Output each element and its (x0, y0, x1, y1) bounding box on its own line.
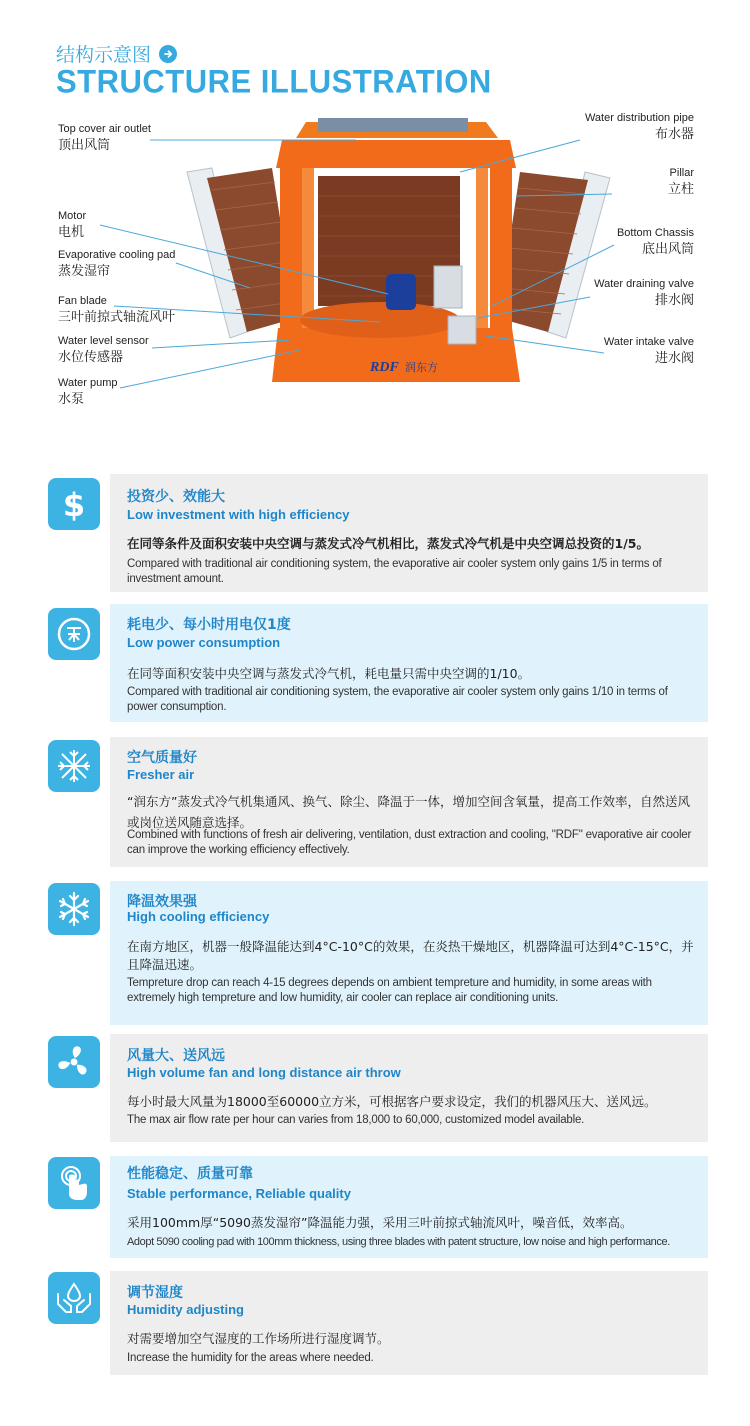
feature-desc-cn: 在南方地区，机器一般降温能达到4°C-10°C的效果，在炎热干燥地区，机器降温可达到4°C-15°C，并且降温迅速。 (127, 939, 694, 973)
dollar-icon (48, 478, 100, 530)
brand-logo-text: RDF (370, 360, 399, 375)
feature-investment (48, 474, 708, 592)
page-title-en: STRUCTURE ILLUSTRATION (56, 63, 492, 100)
feature-title-cn: 空气质量好 (127, 750, 197, 766)
feature-title-en: Fresher air (127, 767, 195, 782)
feature-title-en: Low investment with high efficiency (127, 507, 350, 522)
feature-desc-cn: 采用100mm厚“5090蒸发湿帘”降温能力强，采用三叶前掠式轴流风叶，噪音低，效率高。 (127, 1215, 633, 1230)
snowflake-icon (48, 883, 100, 935)
fresh-air-icon (48, 740, 100, 792)
feature-panel (110, 604, 708, 722)
page-title-cn: 结构示意图 (56, 44, 152, 66)
feature-cooling (48, 881, 708, 1025)
label-water-dist: Water distribution pipe 布水器 (584, 112, 694, 141)
feature-desc-en: Increase the humidity for the areas where needed. (127, 1352, 374, 1364)
feature-stable (48, 1156, 708, 1258)
svg-text:$: $ (62, 487, 86, 521)
label-level-sensor: Water level sensor 水位传感器 (58, 335, 149, 364)
feature-panel (110, 1271, 708, 1375)
feature-desc-cn: 在同等面积安装中央空调与蒸发式冷气机，耗电量只需中央空调的1/10。 (127, 666, 531, 681)
feature-panel (110, 737, 708, 867)
feature-desc-cn: “润东方”蒸发式冷气机集通风、换气、除尘、降温于一体，增加空间含氧量，提高工作效率，自然送风或岗位送风随意选择。 (127, 794, 690, 831)
label-water-pump: Water pump 水泵 (58, 377, 118, 406)
label-intake-valve: Water intake valve 进水阀 (603, 336, 694, 365)
fan-icon (48, 1036, 100, 1088)
structure-diagram (0, 110, 750, 430)
feature-desc-en: Tempreture drop can reach 4-15 degrees depends on ambient tempreture and humidity, in some areas with extremely high tempreture and low humidity, air cooler can replace air conditioning units. (127, 977, 652, 1004)
feature-title-cn: 投资少、效能大 (127, 489, 225, 505)
label-motor: Motor 电机 (58, 210, 87, 239)
label-evap-pad: Evaporative cooling pad 蒸发湿帘 (58, 249, 176, 278)
power-meter-icon (48, 608, 100, 660)
feature-title-en: High cooling efficiency (127, 909, 270, 924)
feature-desc-en: The max air flow rate per hour can varies from 18,000 to 60,000, customized model available. (127, 1114, 585, 1126)
feature-power (48, 604, 708, 722)
feature-desc-en: Compared with traditional air conditioning system, the evaporative air cooler system only gains 1/10 in terms of power consumption. (127, 686, 668, 713)
feature-desc-cn: 在同等条件及面积安装中央空调与蒸发式冷气机相比，蒸发式冷气机是中央空调总投资的1/5。 (127, 536, 649, 551)
feature-panel (110, 1156, 708, 1258)
feature-panel (110, 474, 708, 592)
touch-icon (48, 1157, 100, 1209)
left-door-panel (187, 168, 296, 338)
feature-desc-en: Combined with functions of fresh air delivering, ventilation, dust extraction and cooling, "RDF" evaporative air cooler can improve the working efficiency effectively. (127, 829, 692, 856)
feature-title-cn: 性能稳定、质量可靠 (127, 1166, 253, 1182)
label-bottom-chassis: Bottom Chassis 底出风筒 (616, 227, 694, 256)
arrow-right-icon (159, 45, 177, 63)
feature-desc-en: Compared with traditional air conditioning system, the evaporative air cooler system only gains 1/5 in terms of investment amount. (127, 558, 662, 585)
feature-humidity (48, 1271, 708, 1375)
feature-panel (110, 1034, 708, 1142)
feature-title-en: Humidity adjusting (127, 1302, 244, 1317)
feature-desc-en: Adopt 5090 cooling pad with 100mm thickness, using three blades with patent structure, low noise and high performance. (127, 1236, 670, 1248)
feature-panel (110, 881, 708, 1025)
label-pillar: Pillar 立柱 (667, 167, 694, 196)
humidity-hands-icon (48, 1272, 100, 1324)
brand-name-cn: 润东方 (405, 361, 438, 374)
feature-air-volume (48, 1034, 708, 1142)
feature-fresh-air (48, 737, 708, 867)
label-top-cover: Top cover air outlet 顶出风筒 (58, 123, 151, 152)
feature-title-cn: 调节湿度 (127, 1285, 183, 1301)
feature-title-en: Stable performance, Reliable quality (127, 1186, 351, 1201)
feature-title-en: High volume fan and long distance air throw (127, 1065, 401, 1080)
feature-title-cn: 耗电少、每小时用电仅1度 (127, 617, 291, 633)
feature-desc-cn: 每小时最大风量为18000至60000立方米，可根据客户要求设定，我们的机器风压大、送风远。 (127, 1094, 657, 1109)
label-fan-blade: Fan blade 三叶前掠式轴流风叶 (58, 295, 176, 324)
feature-title-cn: 降温效果强 (127, 894, 197, 910)
feature-title-cn: 风量大、送风远 (127, 1048, 225, 1064)
label-drain-valve: Water draining valve 排水阀 (594, 278, 694, 307)
feature-desc-cn: 对需要增加空气湿度的工作场所进行湿度调节。 (127, 1331, 390, 1346)
feature-title-en: Low power consumption (127, 635, 281, 650)
